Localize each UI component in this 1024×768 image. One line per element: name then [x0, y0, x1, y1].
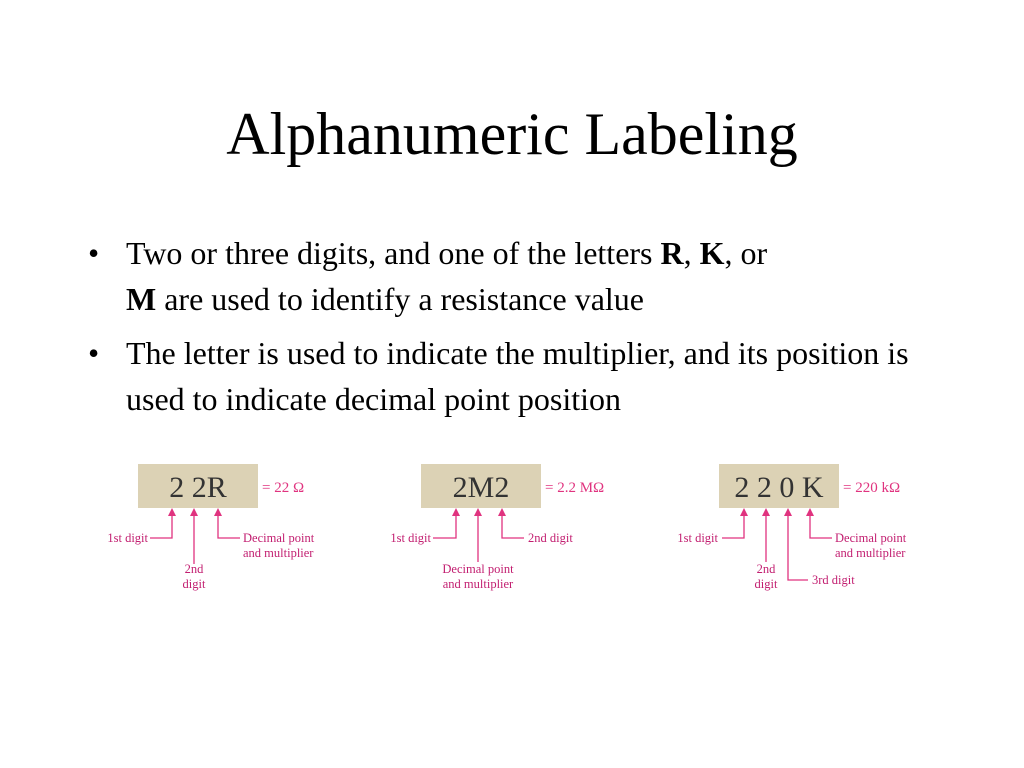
label-second-digit-line1: 2nd: [184, 562, 204, 576]
bullet-marker: •: [88, 235, 100, 271]
bold-letter-k: K: [699, 235, 725, 271]
equals-value: = 220 kΩ: [843, 480, 901, 496]
resistor-label-diagrams: [0, 440, 1024, 610]
label-decimal-line2: and multiplier: [243, 546, 314, 560]
bullet-item: [88, 330, 968, 422]
bold-letter-m: M: [126, 281, 157, 317]
label-decimal-line1: Decimal point: [835, 531, 907, 545]
equals-value: = 2.2 MΩ: [545, 480, 605, 496]
label-decimal-line1: Decimal point: [243, 531, 315, 545]
slide-title: Alphanumeric Labeling: [226, 101, 798, 167]
arrow-first-digit: [433, 512, 456, 538]
arrow-third-digit: [788, 512, 808, 580]
label-decimal-line2: and multiplier: [835, 546, 906, 560]
label-second-digit-line2: digit: [754, 577, 778, 591]
bullet-text-segment: are used to identify a resistance value: [156, 281, 644, 317]
label-first-digit: 1st digit: [107, 531, 148, 545]
diagram-2m2: [390, 464, 604, 591]
arrow-first-digit: [150, 512, 172, 538]
diagram-220k: [677, 464, 906, 591]
code-label: 2 2R: [169, 471, 227, 504]
label-decimal-line2: and multiplier: [442, 577, 514, 591]
label-second-digit: 2nd digit: [528, 531, 573, 545]
bullet-text-segment: , or: [724, 235, 768, 271]
label-second-digit-line1: 2nd: [756, 562, 776, 576]
arrow-decimal-point: [218, 512, 240, 538]
arrow-first-digit: [722, 512, 744, 538]
label-first-digit: 1st digit: [390, 531, 431, 545]
arrow-second-digit: [502, 512, 524, 538]
label-third-digit: 3rd digit: [812, 573, 855, 587]
bullet-item: [88, 230, 968, 322]
bullet-text-segment: ,: [683, 235, 700, 271]
arrow-decimal-point: [810, 512, 832, 538]
bullet-text: The letter is used to indicate the multiplier, and its position is used to indicate decimal point position: [126, 335, 909, 417]
diagram-22r: [107, 464, 314, 591]
label-decimal-line1: Decimal point: [442, 562, 514, 576]
bold-letter-r: R: [660, 235, 684, 271]
bullet-marker: •: [88, 335, 100, 371]
code-label: 2M2: [452, 471, 510, 504]
bullet-list: [88, 230, 968, 430]
label-first-digit: 1st digit: [677, 531, 718, 545]
label-second-digit-line2: digit: [182, 577, 206, 591]
code-label: 2 2 0 K: [734, 471, 824, 504]
bullet-text: [126, 235, 767, 317]
equals-value: = 22 Ω: [262, 480, 305, 496]
bullet-text-segment: Two or three digits, and one of the letters: [126, 235, 661, 271]
